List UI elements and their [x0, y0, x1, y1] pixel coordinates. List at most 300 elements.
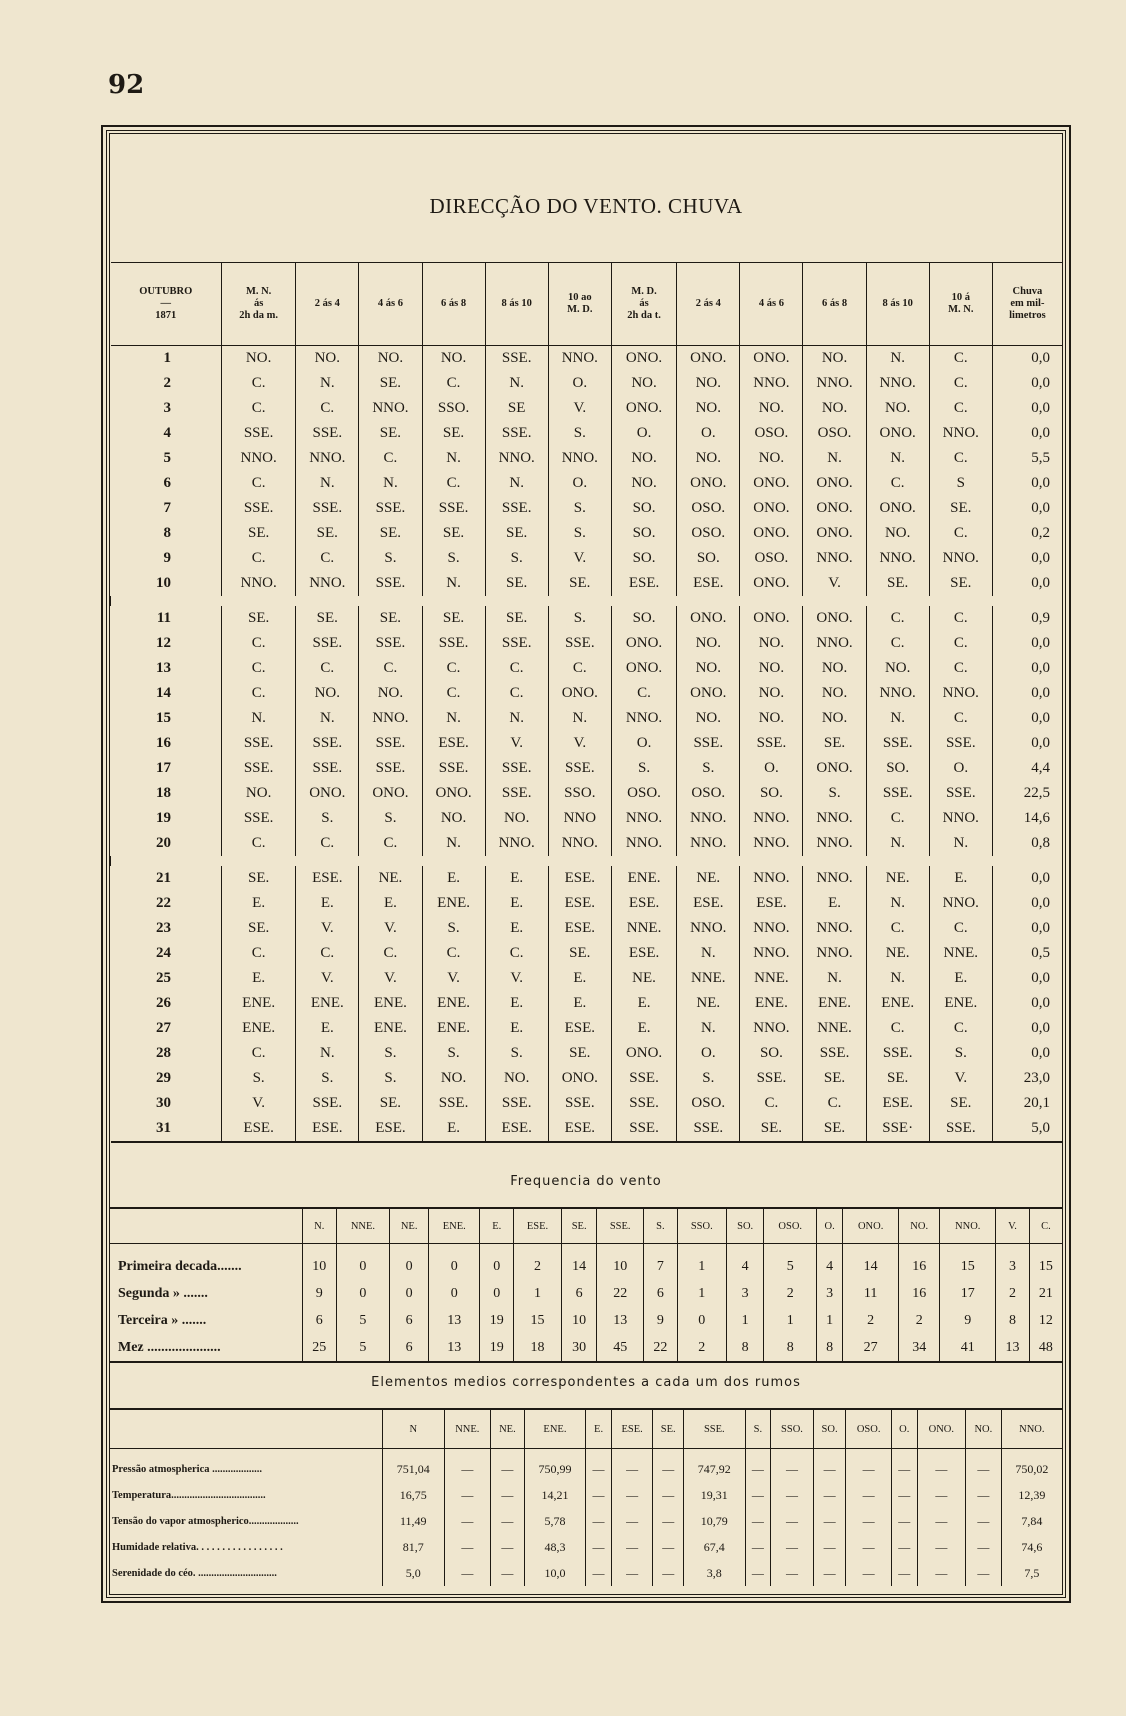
day-number: 21 [156, 870, 171, 886]
frequency-cell: 13 [996, 1334, 1030, 1362]
wind-cell: C. [929, 346, 992, 372]
wind-cell: SSE. [740, 731, 803, 756]
wind-cell: ESE. [740, 891, 803, 916]
wind-cell: N. [485, 706, 548, 731]
wind-cell: ONO. [803, 471, 866, 496]
frequency-cell: 6 [644, 1280, 678, 1307]
wind-cell: NNO. [296, 446, 359, 471]
element-cell: — [891, 1482, 917, 1508]
wind-cell: ONO. [611, 631, 676, 656]
day-number: 4 [163, 425, 171, 441]
column-header-line: 6 ás 8 [821, 297, 848, 309]
wind-cell: C. [866, 806, 929, 831]
frequency-cell: 16 [899, 1244, 940, 1281]
row-label: Humidade relativa. . . . . . . . . . . . . . . . . [112, 1541, 283, 1553]
direction-header: O. [817, 1208, 843, 1244]
direction-header: NNE. [336, 1208, 390, 1244]
element-cell: 751,04 [383, 1449, 445, 1483]
element-cell: — [846, 1534, 892, 1560]
element-cell: — [771, 1534, 814, 1560]
wind-cell: C. [222, 831, 296, 856]
table-row [111, 941, 1063, 966]
table-row [111, 421, 1063, 446]
wind-cell: OSO. [677, 496, 740, 521]
wind-cell: ONO. [611, 656, 676, 681]
frequency-cell: 8 [726, 1334, 764, 1362]
wind-cell: NO. [677, 656, 740, 681]
elements-body [110, 1449, 1062, 1587]
direction-header: V. [996, 1208, 1030, 1244]
wind-cell: E. [422, 1116, 485, 1142]
direction-header: ONO. [843, 1208, 899, 1244]
wind-cell: ONO. [803, 606, 866, 631]
wind-cell: SE. [548, 571, 611, 596]
wind-cell: C. [929, 606, 992, 631]
wind-cell: C. [929, 916, 992, 941]
direction-header: ESE. [514, 1208, 562, 1244]
wind-cell: C. [359, 446, 422, 471]
element-cell: — [586, 1482, 612, 1508]
wind-cell: SO. [611, 496, 676, 521]
wind-cell: N. [866, 706, 929, 731]
table-row [110, 1244, 1062, 1281]
wind-cell: ONO. [866, 496, 929, 521]
wind-cell: S. [359, 1066, 422, 1091]
wind-cell: S. [485, 1041, 548, 1066]
wind-cell: ONO. [740, 496, 803, 521]
wind-cell: NO. [740, 706, 803, 731]
frequency-cell: 0 [390, 1280, 429, 1307]
wind-cell: ESE. [359, 1116, 422, 1142]
wind-cell: NNO. [548, 831, 611, 856]
wind-cell: NO. [677, 371, 740, 396]
column-header-line: OUTUBRO [139, 285, 193, 297]
column-header [359, 263, 422, 346]
element-cell: — [846, 1560, 892, 1586]
frequency-cell: 6 [390, 1334, 429, 1362]
direction-header: ENE. [524, 1409, 586, 1449]
direction-header: SSE. [597, 1208, 644, 1244]
wind-cell: SE. [359, 1091, 422, 1116]
wind-cell: ONO. [740, 471, 803, 496]
frequency-cell: 1 [817, 1307, 843, 1334]
element-cell: — [966, 1449, 1002, 1483]
wind-cell: O. [611, 731, 676, 756]
direction-header: ENE. [429, 1208, 480, 1244]
wind-cell: N. [929, 831, 992, 856]
wind-cell: C. [611, 681, 676, 706]
wind-cell: SE. [485, 521, 548, 546]
element-cell: — [444, 1560, 491, 1586]
wind-cell: ESE. [485, 1116, 548, 1142]
wind-cell: O. [929, 756, 992, 781]
element-cell: — [966, 1508, 1002, 1534]
wind-cell: S. [677, 756, 740, 781]
day-number: 23 [156, 920, 171, 936]
element-cell: — [917, 1482, 966, 1508]
day-number: 5 [163, 450, 171, 466]
wind-cell: SSE. [485, 781, 548, 806]
wind-cell: NO. [803, 656, 866, 681]
wind-cell: ESE. [611, 891, 676, 916]
element-cell: — [846, 1482, 892, 1508]
wind-cell: NE. [677, 866, 740, 891]
element-cell: 14,21 [524, 1482, 586, 1508]
column-header-line: 8 ás 10 [882, 297, 913, 309]
wind-cell: N. [422, 831, 485, 856]
table-row [110, 1280, 1062, 1307]
wind-cell: NNO. [803, 866, 866, 891]
wind-cell: ESE. [677, 891, 740, 916]
frequency-cell: 6 [303, 1307, 337, 1334]
decade-gap [111, 856, 1063, 866]
element-cell: 74,6 [1001, 1534, 1062, 1560]
wind-cell: E. [803, 891, 866, 916]
frequency-cell: 27 [843, 1334, 899, 1362]
table-row [111, 1016, 1063, 1041]
wind-cell: C. [803, 1091, 866, 1116]
element-cell: 750,02 [1001, 1449, 1062, 1483]
wind-cell: S. [422, 916, 485, 941]
wind-cell: N. [296, 1041, 359, 1066]
wind-cell: E. [929, 866, 992, 891]
wind-cell: N. [866, 446, 929, 471]
rain-cell: 0,0 [992, 731, 1062, 756]
wind-cell: ONO. [611, 396, 676, 421]
column-header [485, 263, 548, 346]
direction-header: NNO. [1001, 1409, 1062, 1449]
mean-elements-table [110, 1408, 1062, 1586]
wind-cell: N. [359, 471, 422, 496]
wind-cell: V. [485, 731, 548, 756]
table-row [111, 1066, 1063, 1091]
table-row [111, 346, 1063, 372]
wind-cell: NNO. [548, 346, 611, 372]
day-number: 26 [156, 995, 171, 1011]
wind-cell: NNO. [740, 1016, 803, 1041]
element-cell: 10,79 [684, 1508, 746, 1534]
wind-cell: C. [929, 1016, 992, 1041]
element-cell: — [491, 1449, 525, 1483]
table-row [111, 1041, 1063, 1066]
direction-header: S. [745, 1409, 771, 1449]
wind-cell: NNO. [803, 831, 866, 856]
wind-cell: E. [485, 916, 548, 941]
frequency-cell: 0 [390, 1244, 429, 1281]
column-header [803, 263, 866, 346]
rain-cell: 0,0 [992, 496, 1062, 521]
page-title: DIRECÇÃO DO VENTO. CHUVA [429, 194, 743, 218]
rain-cell: 0,9 [992, 606, 1062, 631]
wind-cell: NE. [866, 866, 929, 891]
element-cell: — [586, 1449, 612, 1483]
wind-cell: C. [866, 916, 929, 941]
wind-cell: SSE. [929, 781, 992, 806]
wind-cell: S. [677, 1066, 740, 1091]
column-header [866, 263, 929, 346]
table-row [111, 806, 1063, 831]
wind-cell: ENE. [359, 1016, 422, 1041]
element-cell: — [745, 1560, 771, 1586]
wind-cell: ENE. [803, 991, 866, 1016]
column-header [222, 263, 296, 346]
wind-cell: NO. [740, 446, 803, 471]
wind-cell: NO. [296, 681, 359, 706]
day-number: 27 [156, 1020, 171, 1036]
element-cell: — [891, 1534, 917, 1560]
wind-cell: ONO. [866, 421, 929, 446]
rain-cell: 0,0 [992, 546, 1062, 571]
wind-cell: SO. [740, 781, 803, 806]
wind-cell: N. [485, 371, 548, 396]
element-cell: 48,3 [524, 1534, 586, 1560]
wind-cell: SO. [866, 756, 929, 781]
wind-cell: OSO. [740, 546, 803, 571]
wind-cell: C. [422, 941, 485, 966]
wind-cell: ENE. [222, 991, 296, 1016]
wind-cell: SSE. [296, 496, 359, 521]
wind-cell: E. [359, 891, 422, 916]
wind-cell: SSE. [485, 631, 548, 656]
element-cell: — [813, 1449, 846, 1483]
wind-cell: SSE. [866, 781, 929, 806]
row-label: Temperatura.................................... [112, 1489, 266, 1501]
table-row [111, 966, 1063, 991]
wind-cell: C. [422, 656, 485, 681]
wind-cell: S. [222, 1066, 296, 1091]
column-header-line: 10 á [951, 291, 970, 303]
wind-cell: S. [548, 521, 611, 546]
rain-cell: 14,6 [992, 806, 1062, 831]
wind-cell: NO. [740, 681, 803, 706]
wind-cell: SSE. [359, 571, 422, 596]
wind-cell: C. [929, 446, 992, 471]
frequency-cell: 6 [561, 1280, 596, 1307]
decade-gap [111, 596, 1063, 606]
wind-cell: S. [929, 1041, 992, 1066]
element-cell: — [917, 1449, 966, 1483]
wind-cell: S. [611, 756, 676, 781]
wind-cell: SE [485, 396, 548, 421]
wind-cell: ESE. [296, 866, 359, 891]
row-label: Terceira » ....... [118, 1312, 207, 1328]
table-row [110, 1449, 1062, 1483]
frequency-cell: 13 [429, 1334, 480, 1362]
wind-cell: NNO. [222, 571, 296, 596]
frequency-cell: 8 [764, 1334, 817, 1362]
wind-cell: NNO. [740, 831, 803, 856]
direction-header: NO. [899, 1208, 940, 1244]
wind-cell: ONO. [611, 1041, 676, 1066]
row-label: Mez ..................... [110, 1334, 303, 1362]
column-header-line: M. D. [631, 285, 657, 297]
element-cell: — [771, 1449, 814, 1483]
wind-cell: C. [929, 631, 992, 656]
element-cell: 7,84 [1001, 1508, 1062, 1534]
day-number: 29 [156, 1070, 171, 1086]
element-cell: 747,92 [684, 1449, 746, 1483]
table-row [111, 606, 1063, 631]
element-cell: 5,0 [383, 1560, 445, 1586]
wind-cell: ESE. [548, 866, 611, 891]
wind-cell: SSO. [548, 781, 611, 806]
wind-cell: SE. [222, 521, 296, 546]
wind-cell: ESE. [548, 1116, 611, 1142]
rain-cell: 5,5 [992, 446, 1062, 471]
wind-cell: OSO. [677, 781, 740, 806]
wind-cell: V. [803, 571, 866, 596]
frequency-cell: 0 [429, 1244, 480, 1281]
element-cell: — [966, 1560, 1002, 1586]
wind-cell: N. [548, 706, 611, 731]
wind-cell: C. [222, 396, 296, 421]
column-header-line: ás [639, 297, 649, 309]
wind-cell: C. [866, 606, 929, 631]
element-cell: 12,39 [1001, 1482, 1062, 1508]
table-row [111, 916, 1063, 941]
element-cell: — [813, 1560, 846, 1586]
wind-cell: SSE. [422, 496, 485, 521]
wind-cell: ESE. [866, 1091, 929, 1116]
wind-cell: SO. [611, 546, 676, 571]
wind-cell: ESE. [611, 571, 676, 596]
wind-cell: SSE. [485, 421, 548, 446]
wind-cell: V. [548, 396, 611, 421]
wind-cell: E. [611, 1016, 676, 1041]
rain-cell: 0,0 [992, 421, 1062, 446]
rain-cell: 20,1 [992, 1091, 1062, 1116]
wind-cell: C. [222, 471, 296, 496]
day-number: 6 [163, 475, 171, 491]
day-number: 25 [156, 970, 171, 986]
wind-cell: C. [929, 371, 992, 396]
wind-cell: NNO. [677, 916, 740, 941]
direction-header: NNE. [444, 1409, 491, 1449]
wind-cell: NNO. [485, 446, 548, 471]
wind-cell: ONO. [548, 681, 611, 706]
wind-cell: E. [222, 891, 296, 916]
wind-cell: ONO. [740, 571, 803, 596]
element-cell: — [891, 1560, 917, 1586]
wind-cell: SSE. [740, 1066, 803, 1091]
wind-cell: ENE. [296, 991, 359, 1016]
wind-cell: NO. [740, 656, 803, 681]
column-header-line: 8 ás 10 [501, 297, 532, 309]
frequency-cell: 13 [597, 1307, 644, 1334]
column-header-line: 4 ás 6 [758, 297, 784, 309]
wind-cell: S. [422, 546, 485, 571]
direction-header: OSO. [846, 1409, 892, 1449]
wind-cell: NNO. [803, 916, 866, 941]
wind-cell: N. [866, 831, 929, 856]
wind-cell: V. [359, 916, 422, 941]
direction-header: NE. [491, 1409, 525, 1449]
wind-cell: NNO. [866, 546, 929, 571]
element-cell: — [891, 1508, 917, 1534]
direction-header: SO. [813, 1409, 846, 1449]
element-cell: — [745, 1508, 771, 1534]
wind-cell: S. [296, 806, 359, 831]
wind-cell: NNO. [740, 916, 803, 941]
wind-cell: O. [611, 421, 676, 446]
wind-cell: C. [866, 471, 929, 496]
frequency-cell: 6 [390, 1307, 429, 1334]
wind-cell: C. [222, 371, 296, 396]
rain-cell: 0,0 [992, 916, 1062, 941]
wind-cell: SSE. [359, 756, 422, 781]
wind-cell: SSE. [866, 731, 929, 756]
wind-cell: SSE. [222, 496, 296, 521]
element-cell: — [444, 1534, 491, 1560]
wind-cell: SE. [422, 606, 485, 631]
element-cell: 5,78 [524, 1508, 586, 1534]
wind-cell: ONO. [677, 681, 740, 706]
element-cell: — [611, 1560, 653, 1586]
element-cell: — [653, 1508, 684, 1534]
day-number: 15 [156, 710, 171, 726]
wind-cell: NNO. [803, 806, 866, 831]
wind-cell: ENE. [611, 866, 676, 891]
wind-cell: NO. [677, 706, 740, 731]
wind-cell: SSE. [485, 496, 548, 521]
rain-cell: 0,8 [992, 831, 1062, 856]
page-number: 92 [108, 70, 145, 100]
rain-cell: 0,0 [992, 346, 1062, 372]
wind-cell: N. [296, 471, 359, 496]
wind-cell: S. [548, 496, 611, 521]
element-cell: — [586, 1508, 612, 1534]
element-cell: — [611, 1534, 653, 1560]
wind-cell: NNE. [677, 966, 740, 991]
elements-caption: Elementos medios correspondentes a cada um dos rumos [371, 1375, 801, 1390]
direction-header: N. [303, 1208, 337, 1244]
element-cell: — [813, 1482, 846, 1508]
frequency-cell: 1 [677, 1244, 726, 1281]
wind-cell: S. [803, 781, 866, 806]
wind-cell: NNO. [740, 866, 803, 891]
element-cell: — [653, 1560, 684, 1586]
frequency-cell: 25 [303, 1334, 337, 1362]
direction-header: NNO. [940, 1208, 996, 1244]
wind-cell: NNO. [866, 371, 929, 396]
day-number: 20 [156, 835, 171, 851]
frequency-cell: 2 [899, 1307, 940, 1334]
wind-cell: N. [803, 966, 866, 991]
element-cell: — [444, 1482, 491, 1508]
wind-cell: V. [485, 966, 548, 991]
wind-cell: NE. [359, 866, 422, 891]
wind-cell: ENE. [740, 991, 803, 1016]
column-header-line: 2 ás 4 [695, 297, 721, 309]
table-row [111, 831, 1063, 856]
wind-cell: V. [359, 966, 422, 991]
wind-cell: N. [422, 706, 485, 731]
day-number: 16 [156, 735, 171, 751]
element-cell: — [846, 1508, 892, 1534]
wind-cell: C. [359, 941, 422, 966]
wind-cell: E. [485, 1016, 548, 1041]
wind-cell: C. [422, 681, 485, 706]
frequency-cell: 4 [726, 1244, 764, 1281]
wind-cell: SSE. [359, 731, 422, 756]
wind-cell: ENE. [929, 991, 992, 1016]
wind-cell: E. [296, 1016, 359, 1041]
wind-cell: NO. [803, 681, 866, 706]
wind-cell: NNO. [929, 891, 992, 916]
element-cell: — [771, 1560, 814, 1586]
rain-cell: 0,0 [992, 631, 1062, 656]
frequency-cell: 9 [303, 1280, 337, 1307]
